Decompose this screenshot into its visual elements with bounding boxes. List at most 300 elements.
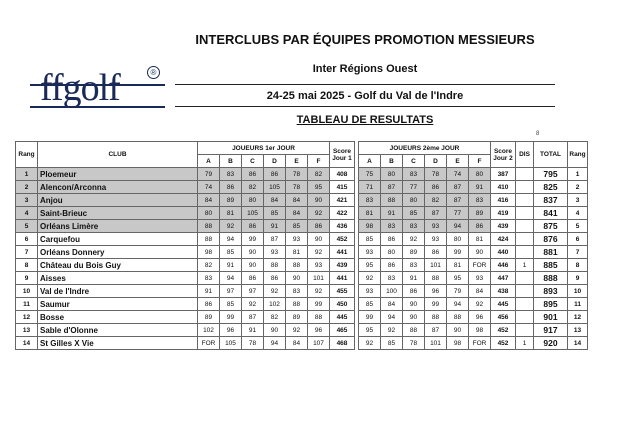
row-rank: 11 (16, 298, 38, 311)
player-col-day2: E (447, 155, 469, 168)
day1-score-cell: 82 (242, 181, 264, 194)
day1-score-cell: 93 (308, 259, 330, 272)
day1-score-cell: 82 (264, 311, 286, 324)
day1-score-cell: 90 (308, 233, 330, 246)
day1-score-cell: 87 (242, 311, 264, 324)
day2-score-cell: 90 (447, 324, 469, 337)
player-col-day1: B (220, 155, 242, 168)
dis-cell: 1 (516, 337, 534, 350)
day1-score-cell: 86 (220, 181, 242, 194)
row-club: Bosse (38, 311, 198, 324)
day1-score-cell: 94 (220, 233, 242, 246)
score-day1: 441 (330, 246, 355, 259)
day1-score-cell: 107 (308, 337, 330, 350)
day1-score-cell: 97 (220, 285, 242, 298)
header-rang-final: Rang (568, 142, 588, 168)
dis-cell (516, 272, 534, 285)
day1-score-cell: 91 (198, 285, 220, 298)
day2-score-cell: 80 (403, 194, 425, 207)
header-dis: DIS (516, 142, 534, 168)
day1-score-cell: 86 (264, 168, 286, 181)
dis-cell (516, 207, 534, 220)
row-club: Orléans Limère (38, 220, 198, 233)
final-rank-cell: 7 (568, 246, 588, 259)
dis-cell (516, 233, 534, 246)
day2-score-cell: 75 (359, 168, 381, 181)
day2-score-cell: 83 (403, 168, 425, 181)
player-col-day1: F (308, 155, 330, 168)
dis-cell (516, 311, 534, 324)
final-rank-cell: 5 (568, 220, 588, 233)
day2-score-cell: 87 (425, 324, 447, 337)
day1-score-cell: 84 (198, 194, 220, 207)
divider-bottom (175, 106, 555, 107)
dis-cell (516, 324, 534, 337)
score-day1: 415 (330, 181, 355, 194)
day2-score-cell: 96 (469, 311, 491, 324)
day2-score-cell: 79 (447, 285, 469, 298)
total-cell: 888 (534, 272, 568, 285)
total-cell: 876 (534, 233, 568, 246)
day1-score-cell: 97 (242, 285, 264, 298)
day2-score-cell: 94 (447, 220, 469, 233)
table-row (16, 233, 588, 246)
row-rank: 2 (16, 181, 38, 194)
final-rank-cell: 11 (568, 298, 588, 311)
day2-score-cell: 92 (359, 272, 381, 285)
day1-score-cell: 84 (286, 207, 308, 220)
header-total: TOTAL (534, 142, 568, 168)
row-rank: 7 (16, 246, 38, 259)
day1-score-cell: 105 (264, 181, 286, 194)
day1-score-cell: 80 (242, 194, 264, 207)
row-club: Saumur (38, 298, 198, 311)
day1-score-cell: 86 (264, 272, 286, 285)
day1-score-cell: 99 (308, 298, 330, 311)
day1-score-cell: 83 (220, 168, 242, 181)
day2-score-cell: 94 (447, 298, 469, 311)
day2-score-cell: 90 (403, 311, 425, 324)
day1-score-cell: 84 (286, 194, 308, 207)
table-row (16, 285, 588, 298)
score-day1: 465 (330, 324, 355, 337)
header-score1: Score Jour 1 (330, 142, 355, 168)
day1-score-cell: 94 (220, 272, 242, 285)
day1-score-cell: 105 (220, 337, 242, 350)
score-day1: 441 (330, 272, 355, 285)
score-day2: 438 (491, 285, 516, 298)
row-club: Aisses (38, 272, 198, 285)
day2-score-cell: 101 (425, 259, 447, 272)
total-cell: 875 (534, 220, 568, 233)
table-row (16, 220, 588, 233)
day2-score-cell: 85 (359, 298, 381, 311)
day2-score-cell: 93 (359, 246, 381, 259)
day2-score-cell: 90 (403, 298, 425, 311)
dis-cell (516, 285, 534, 298)
day1-score-cell: 92 (242, 298, 264, 311)
total-cell: 841 (534, 207, 568, 220)
day2-score-cell: 83 (381, 220, 403, 233)
day2-score-cell: 83 (359, 194, 381, 207)
table-row (16, 207, 588, 220)
day1-score-cell: 87 (264, 233, 286, 246)
day2-score-cell: 91 (469, 181, 491, 194)
page-title: INTERCLUBS PAR ÉQUIPES PROMOTION MESSIEURS (195, 32, 535, 47)
dis-cell (516, 298, 534, 311)
total-cell: 920 (534, 337, 568, 350)
day2-score-cell: 83 (469, 194, 491, 207)
day1-score-cell: 95 (308, 181, 330, 194)
day1-score-cell: 88 (286, 298, 308, 311)
score-day2: 439 (491, 220, 516, 233)
row-rank: 5 (16, 220, 38, 233)
day1-score-cell: 91 (220, 259, 242, 272)
day2-score-cell: 86 (381, 233, 403, 246)
score-day1: 452 (330, 233, 355, 246)
day1-score-cell: 80 (198, 207, 220, 220)
ffgolf-logo (30, 64, 165, 120)
dis-cell (516, 220, 534, 233)
score-day2: 416 (491, 194, 516, 207)
day1-score-cell: 89 (286, 311, 308, 324)
day1-score-cell: 85 (220, 298, 242, 311)
day2-score-cell: 87 (381, 181, 403, 194)
day2-score-cell: 99 (447, 246, 469, 259)
total-cell: 901 (534, 311, 568, 324)
divider-top (175, 84, 555, 85)
day1-score-cell: 78 (286, 168, 308, 181)
day2-score-cell: 92 (469, 298, 491, 311)
day2-score-cell: 83 (381, 272, 403, 285)
score-day1: 422 (330, 207, 355, 220)
row-rank: 10 (16, 285, 38, 298)
day1-score-cell: 96 (220, 324, 242, 337)
day2-score-cell: 89 (469, 207, 491, 220)
day2-score-cell: 95 (359, 324, 381, 337)
event-title: 24-25 mai 2025 - Golf du Val de l'Indre (266, 90, 464, 102)
row-rank: 3 (16, 194, 38, 207)
score-day2: 456 (491, 311, 516, 324)
table-row (16, 246, 588, 259)
table-row (16, 324, 588, 337)
final-rank-cell: 4 (568, 207, 588, 220)
score-day1: 445 (330, 311, 355, 324)
corner-mark: 8 (536, 131, 540, 137)
player-col-day2: B (381, 155, 403, 168)
day1-score-cell: 88 (308, 311, 330, 324)
day2-score-cell: 99 (425, 298, 447, 311)
day2-score-cell: 71 (359, 181, 381, 194)
final-rank-cell: 1 (568, 168, 588, 181)
row-rank: 6 (16, 233, 38, 246)
day1-score-cell: 83 (286, 285, 308, 298)
day1-score-cell: 82 (308, 168, 330, 181)
day1-score-cell: 92 (264, 285, 286, 298)
day1-score-cell: 90 (264, 324, 286, 337)
row-club: Château du Bois Guy (38, 259, 198, 272)
results-subtitle: TABLEAU DE RESULTATS (296, 114, 434, 126)
day2-score-cell: 95 (359, 259, 381, 272)
day1-score-cell: 83 (198, 272, 220, 285)
day2-score-cell: 83 (403, 259, 425, 272)
score-day2: 419 (491, 207, 516, 220)
day2-score-cell: 80 (381, 168, 403, 181)
day1-score-cell: 90 (308, 194, 330, 207)
final-rank-cell: 13 (568, 324, 588, 337)
day2-score-cell: 93 (469, 272, 491, 285)
day1-score-cell: 94 (264, 337, 286, 350)
day2-score-cell: 86 (425, 246, 447, 259)
region-title: Inter Régions Ouest (312, 63, 418, 75)
day2-score-cell: 85 (359, 233, 381, 246)
day2-score-cell: 88 (381, 194, 403, 207)
row-club: Val de l'Indre (38, 285, 198, 298)
final-rank-cell: 10 (568, 285, 588, 298)
day2-score-cell: 98 (447, 337, 469, 350)
day1-score-cell: 84 (264, 194, 286, 207)
dis-cell (516, 168, 534, 181)
row-club: Carquefou (38, 233, 198, 246)
day2-score-cell: 88 (425, 311, 447, 324)
day2-score-cell: 88 (403, 324, 425, 337)
results-body (16, 168, 588, 350)
day2-score-cell: 101 (425, 337, 447, 350)
day1-score-cell: 91 (242, 324, 264, 337)
day1-score-cell: 86 (242, 168, 264, 181)
day2-score-cell: 74 (447, 168, 469, 181)
row-club: Alencon/Arconna (38, 181, 198, 194)
day2-score-cell: 83 (403, 220, 425, 233)
day2-score-cell: 81 (447, 259, 469, 272)
day2-score-cell: 90 (469, 246, 491, 259)
player-col-day1: C (242, 155, 264, 168)
day2-score-cell: FOR (469, 259, 491, 272)
header-club: CLUB (38, 142, 198, 168)
day1-score-cell: 92 (308, 285, 330, 298)
day1-score-cell: 78 (242, 337, 264, 350)
day1-score-cell: 86 (198, 298, 220, 311)
day2-score-cell: 82 (425, 194, 447, 207)
score-day1: 439 (330, 259, 355, 272)
table-row (16, 272, 588, 285)
logo-text: ffgolf (40, 67, 120, 109)
day1-score-cell: 89 (198, 311, 220, 324)
day1-score-cell: 88 (286, 259, 308, 272)
day1-score-cell: 88 (198, 233, 220, 246)
header-score2: Score Jour 2 (491, 142, 516, 168)
total-cell: 895 (534, 298, 568, 311)
day2-score-cell: 86 (425, 181, 447, 194)
day1-score-cell: 92 (220, 220, 242, 233)
total-cell: 825 (534, 181, 568, 194)
score-day2: 452 (491, 337, 516, 350)
day1-score-cell: 86 (242, 272, 264, 285)
day2-score-cell: 80 (447, 233, 469, 246)
day1-score-cell: 93 (264, 246, 286, 259)
day2-score-cell: 93 (359, 285, 381, 298)
day2-score-cell: 86 (381, 259, 403, 272)
score-day2: 424 (491, 233, 516, 246)
dis-cell (516, 194, 534, 207)
total-cell: 837 (534, 194, 568, 207)
row-rank: 8 (16, 259, 38, 272)
day1-score-cell: FOR (198, 337, 220, 350)
row-rank: 1 (16, 168, 38, 181)
day2-score-cell: 91 (381, 207, 403, 220)
player-col-day2: C (403, 155, 425, 168)
day2-score-cell: 98 (469, 324, 491, 337)
day1-score-cell: 92 (308, 207, 330, 220)
day2-score-cell: 81 (359, 207, 381, 220)
final-rank-cell: 8 (568, 259, 588, 272)
day1-score-cell: 105 (242, 207, 264, 220)
table-row (16, 181, 588, 194)
total-cell: 885 (534, 259, 568, 272)
day1-score-cell: 81 (286, 246, 308, 259)
day2-score-cell: 86 (403, 285, 425, 298)
day2-score-cell: 91 (403, 272, 425, 285)
score-day2: 387 (491, 168, 516, 181)
day2-score-cell: 94 (381, 311, 403, 324)
score-day1: 468 (330, 337, 355, 350)
dis-cell: 1 (516, 259, 534, 272)
day1-score-cell: 96 (308, 324, 330, 337)
day1-score-cell: 91 (264, 220, 286, 233)
row-rank: 13 (16, 324, 38, 337)
day1-score-cell: 90 (242, 259, 264, 272)
day2-score-cell: 93 (425, 233, 447, 246)
day1-score-cell: 79 (198, 168, 220, 181)
row-club: Sable d'Olonne (38, 324, 198, 337)
day1-score-cell: 85 (286, 220, 308, 233)
day1-score-cell: 102 (198, 324, 220, 337)
day2-score-cell: 80 (469, 168, 491, 181)
day1-score-cell: 85 (264, 207, 286, 220)
player-col-day1: A (198, 155, 220, 168)
table-row (16, 337, 588, 350)
row-club: St Gilles X Vie (38, 337, 198, 350)
table-row (16, 168, 588, 181)
player-col-day1: D (264, 155, 286, 168)
day1-score-cell: 88 (264, 259, 286, 272)
day2-score-cell: 88 (447, 311, 469, 324)
day2-score-cell: 95 (447, 272, 469, 285)
day2-score-cell: 98 (359, 220, 381, 233)
day1-score-cell: 86 (308, 220, 330, 233)
total-cell: 881 (534, 246, 568, 259)
total-cell: 917 (534, 324, 568, 337)
final-rank-cell: 12 (568, 311, 588, 324)
table-row (16, 194, 588, 207)
day2-score-cell: 99 (359, 311, 381, 324)
day2-score-cell: 89 (403, 246, 425, 259)
row-club: Ploemeur (38, 168, 198, 181)
day1-score-cell: 88 (198, 220, 220, 233)
score-day2: 410 (491, 181, 516, 194)
day2-score-cell: 80 (381, 246, 403, 259)
row-club: Orléans Donnery (38, 246, 198, 259)
score-day2: 440 (491, 246, 516, 259)
row-rank: 12 (16, 311, 38, 324)
dis-cell (516, 246, 534, 259)
table-row (16, 311, 588, 324)
day1-score-cell: 92 (286, 324, 308, 337)
day1-score-cell: 102 (264, 298, 286, 311)
row-club: Anjou (38, 194, 198, 207)
final-rank-cell: 6 (568, 233, 588, 246)
header-day2: JOUEURS 2ème JOUR (359, 142, 491, 155)
day2-score-cell: 92 (381, 324, 403, 337)
score-day1: 421 (330, 194, 355, 207)
day2-score-cell: 100 (381, 285, 403, 298)
day2-score-cell: 88 (425, 272, 447, 285)
score-day2: 452 (491, 324, 516, 337)
day2-score-cell: 84 (469, 285, 491, 298)
day2-score-cell: 77 (447, 207, 469, 220)
row-club: Saint-Brieuc (38, 207, 198, 220)
day2-score-cell: 85 (403, 207, 425, 220)
day1-score-cell: 92 (308, 246, 330, 259)
row-rank: 9 (16, 272, 38, 285)
score-day1: 450 (330, 298, 355, 311)
day1-score-cell: 99 (220, 311, 242, 324)
day1-score-cell: 90 (242, 246, 264, 259)
final-rank-cell: 2 (568, 181, 588, 194)
day2-score-cell: 78 (403, 337, 425, 350)
row-rank: 14 (16, 337, 38, 350)
total-cell: 893 (534, 285, 568, 298)
header-day1: JOUEURS 1er JOUR (198, 142, 330, 155)
player-col-day2: A (359, 155, 381, 168)
day2-score-cell: 85 (381, 337, 403, 350)
table-row (16, 298, 588, 311)
day2-score-cell: 77 (403, 181, 425, 194)
header-rang: Rang (16, 142, 38, 168)
final-rank-cell: 3 (568, 194, 588, 207)
day2-score-cell: 93 (425, 220, 447, 233)
table-row (16, 259, 588, 272)
day1-score-cell: 84 (286, 337, 308, 350)
final-rank-cell: 9 (568, 272, 588, 285)
day1-score-cell: 93 (286, 233, 308, 246)
day2-score-cell: 87 (447, 194, 469, 207)
day1-score-cell: 101 (308, 272, 330, 285)
day1-score-cell: 98 (198, 246, 220, 259)
total-cell: 795 (534, 168, 568, 181)
day2-score-cell: FOR (469, 337, 491, 350)
final-rank-cell: 14 (568, 337, 588, 350)
dis-cell (516, 181, 534, 194)
day2-score-cell: 92 (359, 337, 381, 350)
player-col-day1: E (286, 155, 308, 168)
day2-score-cell: 78 (425, 168, 447, 181)
day2-score-cell: 81 (469, 233, 491, 246)
day1-score-cell: 89 (220, 194, 242, 207)
player-col-day2: D (425, 155, 447, 168)
score-day2: 447 (491, 272, 516, 285)
day2-score-cell: 87 (447, 181, 469, 194)
registered-mark-icon: ® (147, 66, 160, 79)
score-day1: 408 (330, 168, 355, 181)
day1-score-cell: 90 (286, 272, 308, 285)
score-day2: 445 (491, 298, 516, 311)
score-day1: 455 (330, 285, 355, 298)
score-day2: 446 (491, 259, 516, 272)
player-col-day2: F (469, 155, 491, 168)
day2-score-cell: 92 (403, 233, 425, 246)
day2-score-cell: 84 (381, 298, 403, 311)
